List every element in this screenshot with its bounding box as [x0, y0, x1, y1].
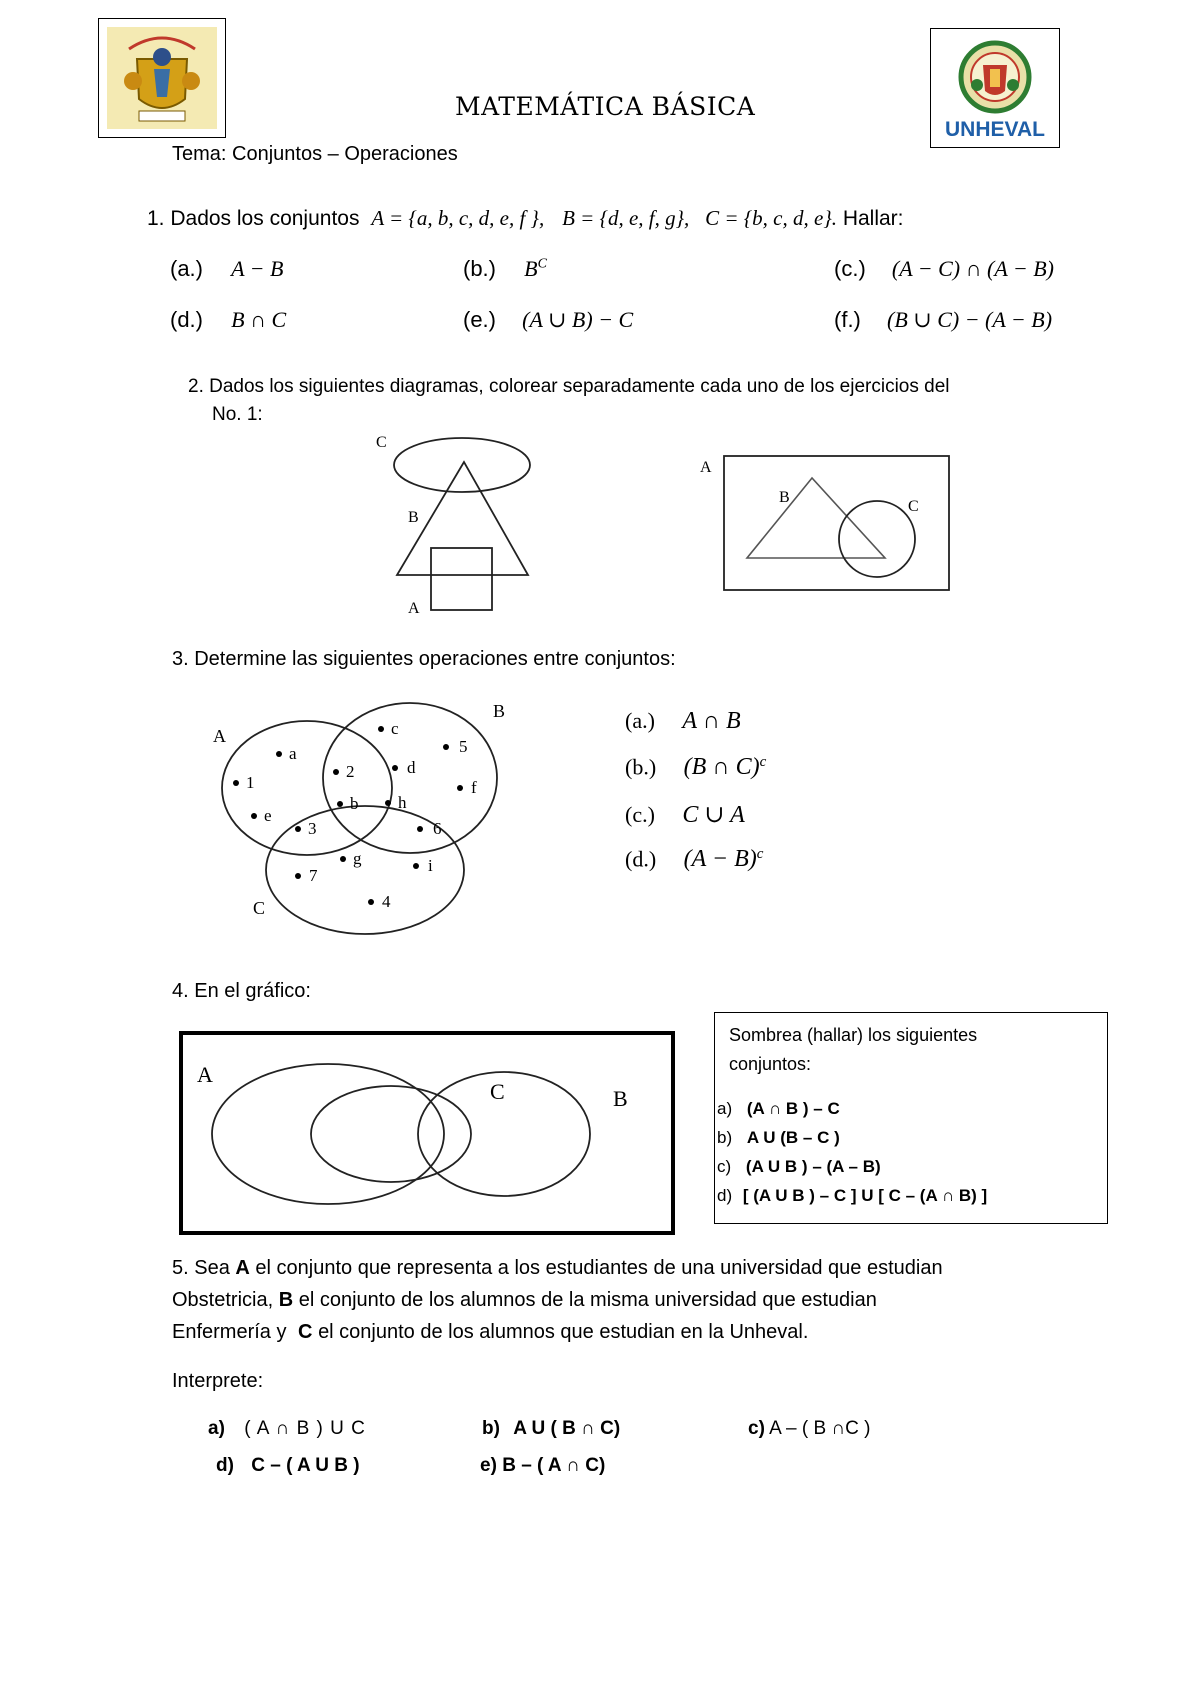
q4-title: 4. En el gráfico:	[172, 980, 311, 1002]
venn-label-c: C	[253, 898, 266, 918]
venn-el-7: 7	[309, 866, 318, 885]
q3-item-b-label: (b.)	[625, 754, 657, 780]
q3-item-d-expr: (A − B)	[683, 846, 757, 873]
q1-item-c-expr: (A − C) ∩ (A − B)	[891, 256, 1054, 281]
venn-el-f: f	[471, 778, 477, 797]
q4-diagram	[178, 1030, 678, 1236]
q1-item-a-label: (a.)	[170, 256, 203, 281]
q5-line-2	[172, 1284, 1072, 1316]
d2-label-b: B	[779, 489, 790, 506]
q5-text-1: el conjunto que representa a los estudiantes de una universidad que estudian	[255, 1257, 943, 1279]
q1-set-b: B = {d, e, f, g},	[562, 206, 690, 230]
q4-item-c-label: c)	[717, 1157, 732, 1176]
page-title: MATEMÁTICA BÁSICA	[455, 92, 756, 121]
venn-el-b: b	[350, 794, 359, 813]
q5-item-e-expr: B – ( A ∩ C)	[502, 1455, 606, 1476]
q5-item-b	[482, 1418, 620, 1440]
q3-title: 3. Determine las siguientes operaciones entre conjuntos:	[172, 648, 676, 670]
venn-el-g: g	[353, 849, 362, 868]
q4-box-title-1: Sombrea (hallar) los siguientes	[729, 1025, 978, 1045]
q3-item-b-sup: c	[759, 754, 767, 770]
q2-line-2: No. 1:	[212, 404, 263, 425]
q1-item-b	[463, 256, 547, 282]
q1-item-d	[170, 307, 286, 333]
q1-item-f	[834, 307, 1052, 333]
q1-item-b-expr: B	[524, 256, 538, 281]
q5-paragraph	[172, 1252, 1072, 1348]
q1-item-b-sup: C	[537, 256, 547, 272]
q1-intro: 1. Dados los conjuntos	[147, 207, 360, 230]
q1-item-d-expr: B ∩ C	[231, 307, 287, 332]
q5-set-c: C	[298, 1321, 313, 1343]
q3-item-d-label: (d.)	[625, 846, 657, 872]
q1-item-e-expr: (A ∪ B) − C	[522, 307, 634, 332]
q3-item-c	[625, 800, 745, 829]
q4-item-d	[717, 1186, 987, 1206]
q5-item-b-label: b)	[482, 1418, 500, 1439]
q4-label-b: B	[613, 1086, 628, 1111]
q5-item-a-label: a)	[208, 1418, 225, 1439]
d2-label-a: A	[700, 459, 712, 476]
q1-set-a: A = {a, b, c, d, e, f },	[371, 206, 545, 230]
topic-line: Tema: Conjuntos – Operaciones	[172, 143, 458, 165]
q1-item-b-label: (b.)	[463, 256, 496, 281]
d1-label-b: B	[408, 509, 419, 526]
q5-item-d-expr: C – ( A U B )	[251, 1455, 360, 1476]
q1-item-e-label: (e.)	[463, 307, 496, 332]
q4-item-a	[717, 1099, 840, 1119]
venn-el-6: 6	[433, 819, 442, 838]
venn-label-b: B	[493, 701, 506, 721]
d2-circle-c	[839, 501, 915, 577]
q1-item-c	[834, 256, 1054, 282]
venn-el-4: 4	[382, 892, 391, 911]
q4-item-d-expr: [ (A U B ) – C ] U [ C – (A ∩ B) ]	[742, 1186, 988, 1205]
q4-box-title-2: conjuntos:	[729, 1054, 812, 1074]
q4-item-d-label: d)	[717, 1186, 733, 1205]
q3-item-b	[625, 754, 766, 781]
q4-item-a-expr: (A ∩ B ) – C	[746, 1099, 840, 1118]
q1-item-a	[170, 256, 283, 282]
q1-set-c: C = {b, c, d, e}.	[705, 206, 837, 230]
venn-el-e: e	[264, 806, 272, 825]
q1-item-a-expr: A − B	[231, 256, 284, 281]
q5-item-d-label: d)	[216, 1455, 234, 1476]
q3-item-a-label: (a.)	[625, 708, 655, 733]
d2-triangle-b	[747, 478, 885, 558]
q1-statement	[147, 206, 904, 231]
d2-label-c: C	[908, 498, 919, 515]
q3-item-c-expr: C ∪ A	[682, 802, 745, 828]
q1-item-f-expr: (B ∪ C) − (A − B)	[887, 307, 1053, 332]
q5-item-c	[748, 1418, 870, 1440]
q3-item-b-expr: (B ∩ C)	[683, 754, 760, 781]
q4-set-c	[311, 1086, 471, 1182]
q1-item-c-label: (c.)	[834, 256, 866, 281]
q3-item-d-sup: c	[756, 846, 764, 862]
venn-el-1: 1	[246, 773, 255, 792]
q5-item-c-label: c)	[748, 1418, 765, 1439]
q5-item-a-expr: ( A ∩ B ) U C	[244, 1418, 366, 1439]
q4-instructions-box	[714, 1012, 1108, 1224]
q2-diagram-2	[695, 450, 955, 600]
venn-elements	[233, 719, 477, 911]
q4-item-a-label: a)	[717, 1099, 733, 1118]
q5-text-2b: el conjunto de los alumnos de la misma universidad que estudian	[298, 1289, 877, 1311]
q4-item-b-expr: A U (B – C )	[746, 1128, 840, 1147]
venn-el-3: 3	[308, 819, 317, 838]
d1-square-a	[431, 548, 492, 610]
venn-el-5: 5	[459, 737, 468, 756]
q5-set-b: B	[278, 1289, 294, 1311]
university-logo	[930, 28, 1060, 148]
q5-item-d	[216, 1455, 360, 1477]
q4-label-c: C	[490, 1079, 505, 1104]
q4-item-b	[717, 1128, 840, 1148]
q5-num: 5. Sea	[172, 1257, 230, 1279]
q3-item-a	[625, 708, 741, 735]
q5-item-a	[208, 1418, 366, 1440]
venn-label-a: A	[213, 726, 226, 746]
q5-interpret: Interprete:	[172, 1370, 264, 1392]
venn-el-i: i	[428, 856, 433, 875]
q4-item-c	[717, 1157, 881, 1177]
q4-set-a	[212, 1064, 444, 1204]
q1-item-f-label: (f.)	[834, 307, 861, 332]
q4-item-c-expr: (A U B ) – (A – B)	[745, 1157, 881, 1176]
q3-item-d	[625, 846, 763, 873]
q3-venn	[195, 695, 525, 935]
q2-line-1: 2. Dados los siguientes diagramas, colorear separadamente cada uno de los ejercicios del	[188, 376, 950, 397]
q1-tail: Hallar:	[842, 207, 904, 230]
q2-diagram-1	[360, 430, 560, 620]
q1-item-e	[463, 307, 633, 333]
unheval-wordmark: UNHEVAL	[945, 118, 1045, 141]
q5-line-1	[172, 1252, 1072, 1284]
q3-item-c-label: (c.)	[625, 802, 655, 827]
q5-item-e-label: e)	[480, 1455, 497, 1476]
q5-set-a: A	[235, 1257, 250, 1279]
q4-label-a: A	[197, 1062, 213, 1087]
q5-text-2a: Obstetricia,	[172, 1289, 274, 1311]
faculty-crest-icon	[99, 19, 225, 137]
q5-item-b-expr: A U ( B ∩ C)	[513, 1418, 621, 1439]
q4-item-b-label: b)	[717, 1128, 733, 1147]
venn-el-d: d	[407, 758, 416, 777]
q4-frame	[181, 1033, 673, 1233]
q3-item-a-expr: A ∩ B	[682, 708, 741, 734]
q5-line-3	[172, 1316, 1072, 1348]
venn-el-2: 2	[346, 762, 355, 781]
q1-item-d-label: (d.)	[170, 307, 203, 332]
d2-universe-a	[724, 456, 949, 590]
faculty-logo	[98, 18, 226, 138]
q5-text-3a: Enfermería y	[172, 1321, 287, 1343]
d1-label-c: C	[376, 434, 387, 451]
q5-item-c-expr: A – ( B ∩C )	[769, 1418, 871, 1439]
q5-text-3b: el conjunto de los alumnos que estudian en la Unheval.	[318, 1321, 809, 1343]
q5-item-e	[480, 1455, 605, 1477]
venn-el-h: h	[398, 793, 407, 812]
venn-el-a: a	[289, 744, 297, 763]
d1-label-a: A	[408, 600, 420, 617]
venn-el-c: c	[391, 719, 399, 738]
